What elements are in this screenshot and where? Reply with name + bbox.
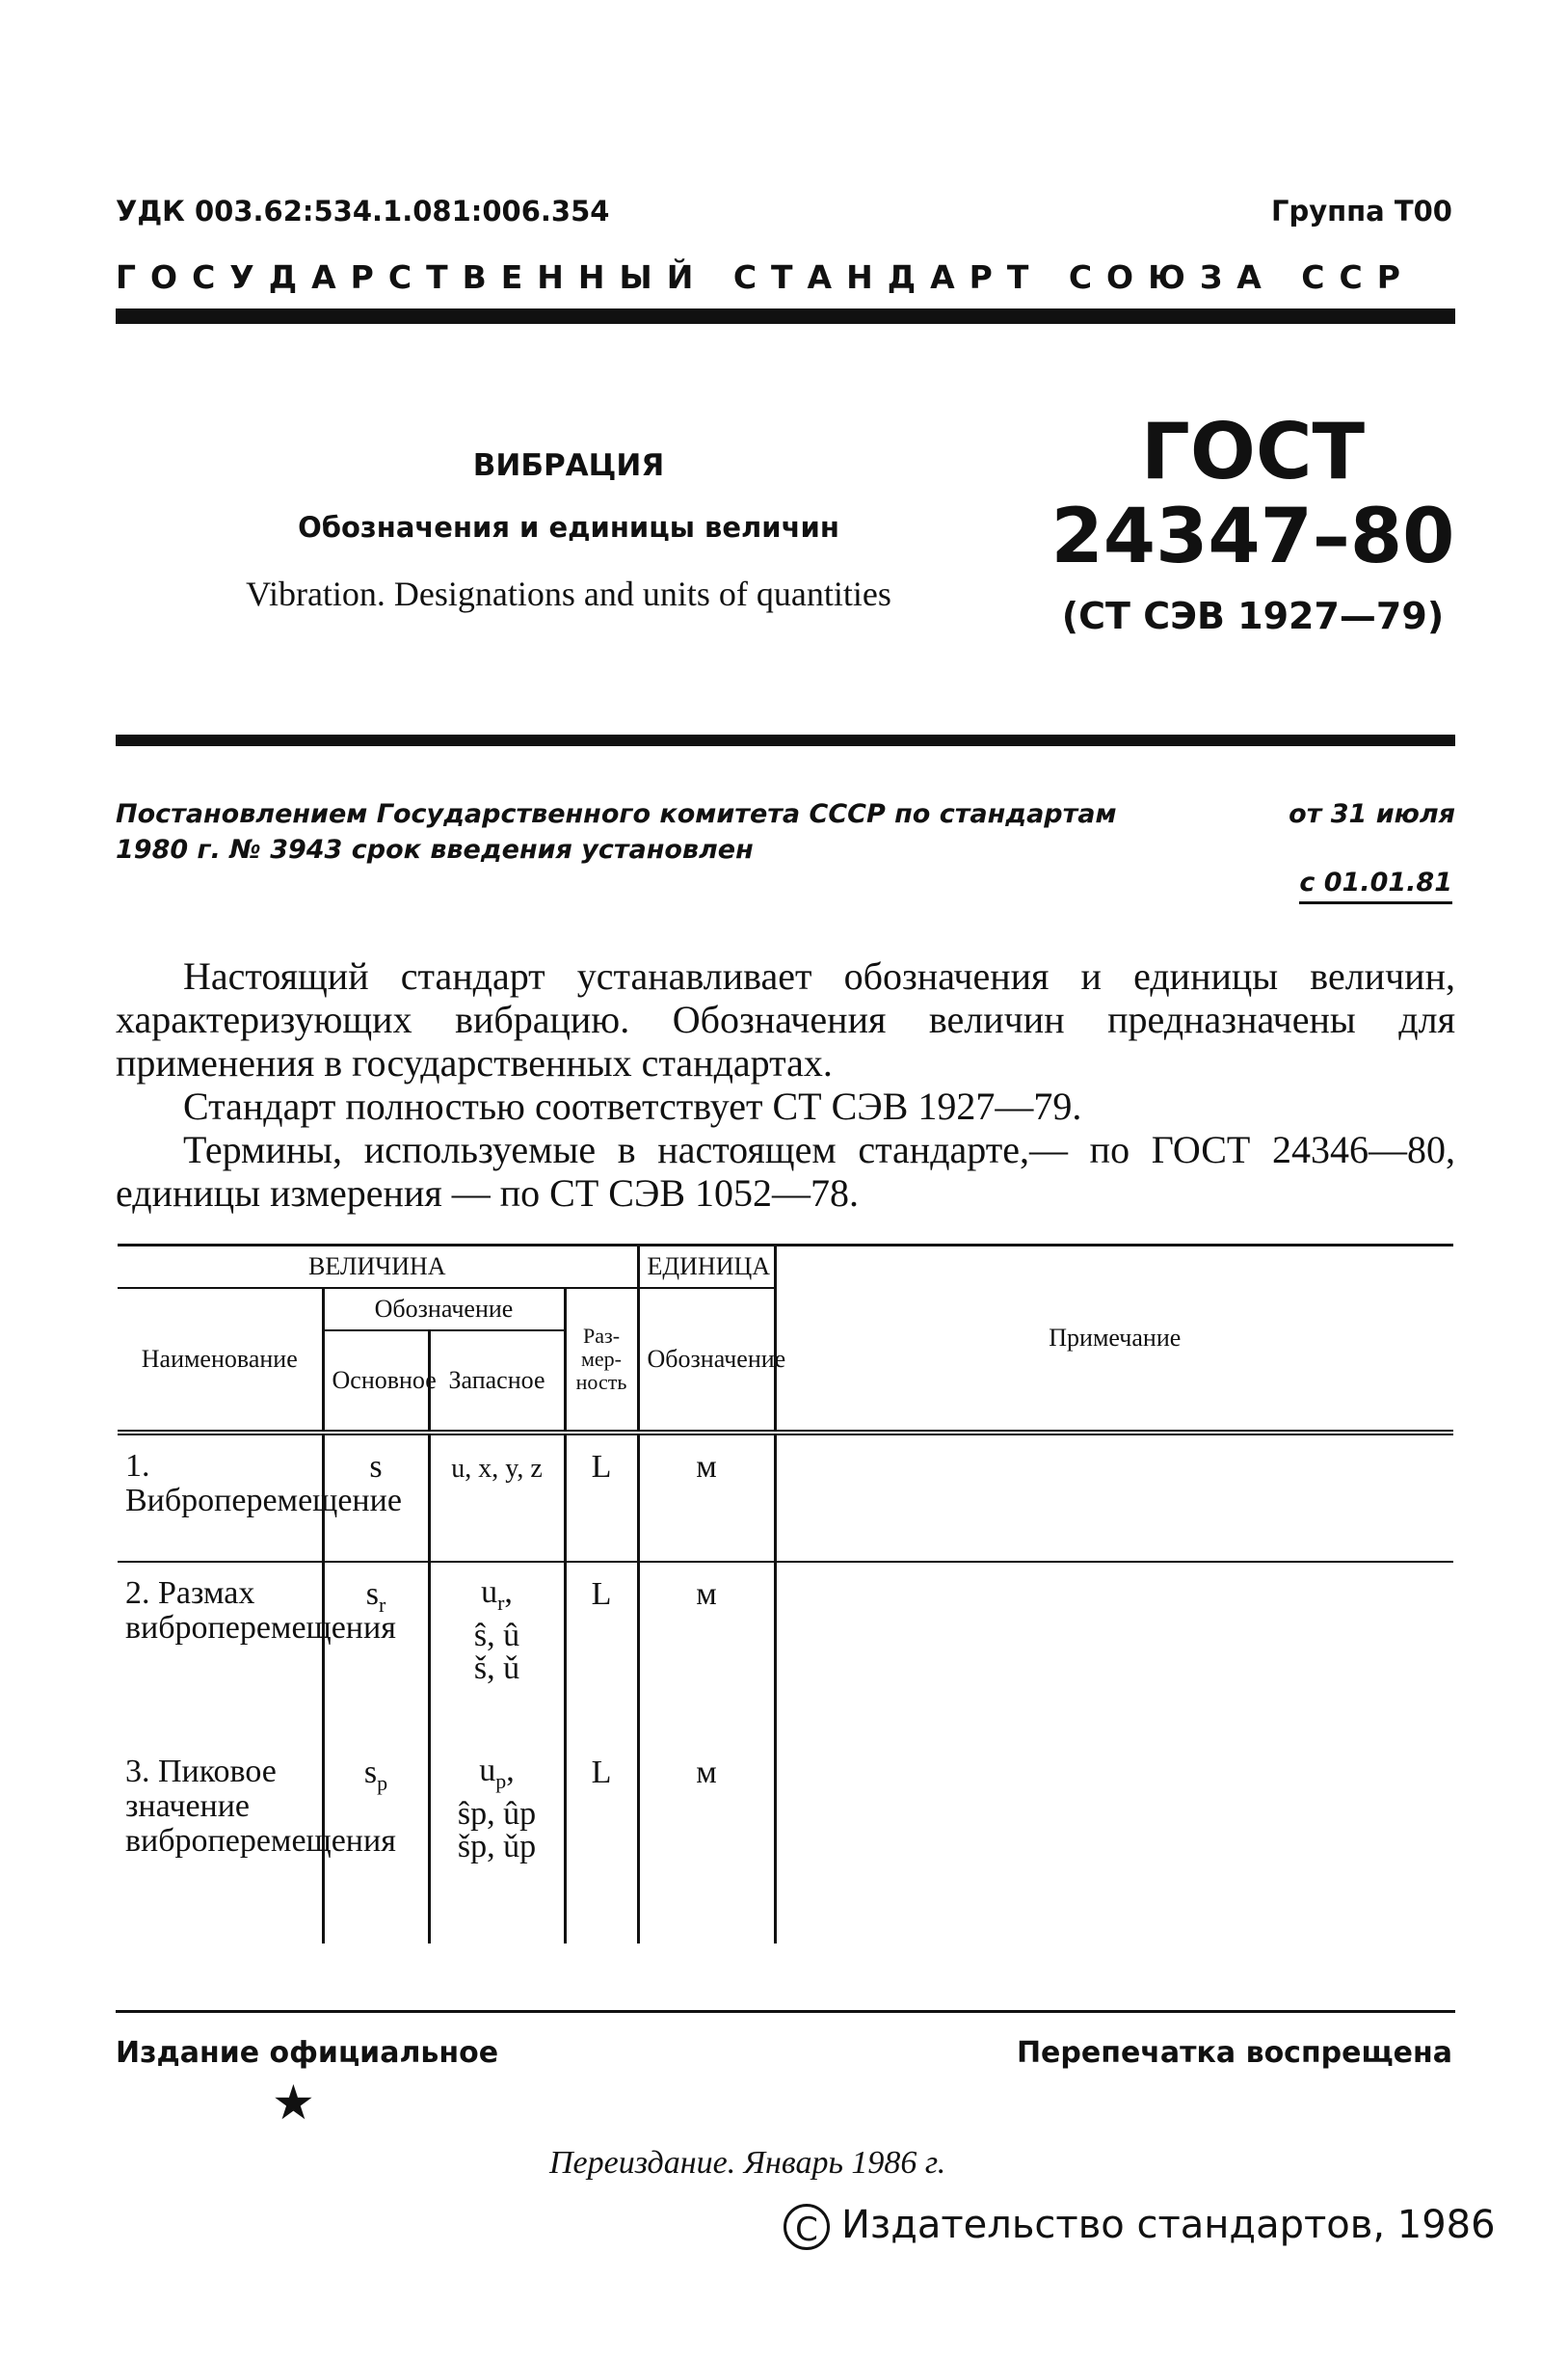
- quantities-table: [118, 1244, 1453, 1943]
- group-code: Группа Т00: [1270, 195, 1452, 228]
- row-dimension: L: [565, 1741, 638, 1943]
- gost-number: 24347–80: [1050, 494, 1455, 580]
- header-rule: [116, 308, 1455, 324]
- row-note: [775, 1433, 1453, 1562]
- row-main-subscript: p: [377, 1770, 388, 1795]
- row-alternate: $u_r$, ŝ, û š, ǔ: [429, 1562, 565, 1741]
- row-alternate-2: ŝ, û: [473, 1617, 520, 1653]
- header-note: Примечание: [775, 1246, 1453, 1434]
- row-note: [775, 1741, 1453, 1943]
- gost-label: ГОСТ: [1140, 407, 1366, 496]
- row-dimension: L: [565, 1562, 638, 1741]
- decree-line2: 1980 г. № 3943 срок введения установлен: [116, 835, 754, 865]
- header-name: Наименование: [118, 1288, 323, 1433]
- table-row: [118, 1433, 1453, 1562]
- header-quantity: ВЕЛИЧИНА: [118, 1246, 638, 1289]
- row-alternate: $u_p$, ŝp, ûp šp, ǔp: [429, 1741, 565, 1943]
- row-main-symbol: s: [363, 1755, 378, 1790]
- footer-rule: [116, 2010, 1455, 2013]
- row-name: 1. Виброперемещение: [118, 1433, 323, 1562]
- row-alternate-1: u: [481, 1574, 498, 1610]
- body-paragraph-3: Термины, используемые в настоящем стандарте,— по ГОСТ 24346—80, единицы измерения — по СТ СЭВ 1052—78.: [116, 1128, 1455, 1215]
- document-subtitle: Обозначения и единицы величин: [298, 511, 839, 544]
- row-unit: м: [638, 1562, 775, 1741]
- row-main-symbol: s: [365, 1576, 379, 1612]
- row-alternate-3: šp, ǔp: [457, 1828, 537, 1864]
- udk-code: УДК 003.62:534.1.081:006.354: [116, 195, 610, 228]
- row-alternate-2: ŝp, ûp: [457, 1795, 537, 1832]
- row-main: s: [323, 1433, 429, 1562]
- document-title-english: Vibration. Designations and units of quantities: [246, 575, 891, 613]
- reprint-forbidden-label: Перепечатка воспрещена: [1016, 2036, 1452, 2070]
- header-dimension: Раз-мер-ность: [565, 1288, 638, 1433]
- row-alternate-1-subscript: r: [497, 1590, 505, 1615]
- standard-header-title: ГОСУДАРСТВЕННЫЙ СТАНДАРТ СОЮЗА ССР: [116, 258, 1415, 296]
- row-main: [323, 1562, 429, 1741]
- header-unit-designation: Обозначение: [638, 1288, 775, 1433]
- row-alternate-3: š, ǔ: [473, 1649, 520, 1686]
- publisher-name: Издательство стандартов, 1986: [841, 2203, 1496, 2247]
- body-paragraph-1: Настоящий стандарт устанавливает обозначения и единицы величин, характеризующих вибрацию. Обозначения величин предназначены для применения в государственных стандартах.: [116, 954, 1455, 1085]
- row-main-subscript: r: [378, 1592, 386, 1617]
- decree-block: [116, 796, 1455, 868]
- row-name: 3. Пиковое значение виброперемещения: [118, 1741, 323, 1943]
- st-sev-reference: (СТ СЭВ 1927—79): [1061, 595, 1445, 637]
- copyright-icon: C: [784, 2204, 830, 2250]
- decree-line1-left: Постановлением Государственного комитета СССР по стандартам: [116, 799, 1117, 829]
- body-text: [116, 954, 1455, 1215]
- row-alternate-1-subscript: p: [495, 1768, 507, 1793]
- row-alternate: [429, 1433, 565, 1562]
- document-title: ВИБРАЦИЯ: [472, 448, 665, 483]
- effective-date: с 01.01.81: [1299, 868, 1452, 904]
- reissue-note: Переиздание. Январь 1986 г.: [549, 2145, 946, 2181]
- publisher-line: [784, 2203, 1496, 2250]
- title-rule: [116, 735, 1455, 746]
- star-icon: ★: [272, 2075, 315, 2131]
- header-main: Основное: [323, 1330, 429, 1433]
- row-unit: м: [638, 1741, 775, 1943]
- header-alternate: Запасное: [429, 1330, 565, 1433]
- body-paragraph-2: Стандарт полностью соответствует СТ СЭВ 1927—79.: [183, 1085, 1082, 1128]
- row-unit: м: [638, 1433, 775, 1562]
- row-alternate-1: u: [479, 1753, 496, 1788]
- official-edition-label: Издание официальное: [116, 2036, 499, 2070]
- row-note: [775, 1562, 1453, 1741]
- row-dimension: L: [565, 1433, 638, 1562]
- row-alternate-value: u, x, y, z: [451, 1454, 543, 1484]
- table-row: [118, 1741, 1453, 1943]
- decree-line1-right: от 31 июля: [1289, 799, 1455, 829]
- header-designation: Обозначение: [323, 1288, 565, 1330]
- row-name: 2. Размах виброперемещения: [118, 1562, 323, 1741]
- header-unit: ЕДИНИЦА: [638, 1246, 775, 1289]
- table-row: [118, 1562, 1453, 1741]
